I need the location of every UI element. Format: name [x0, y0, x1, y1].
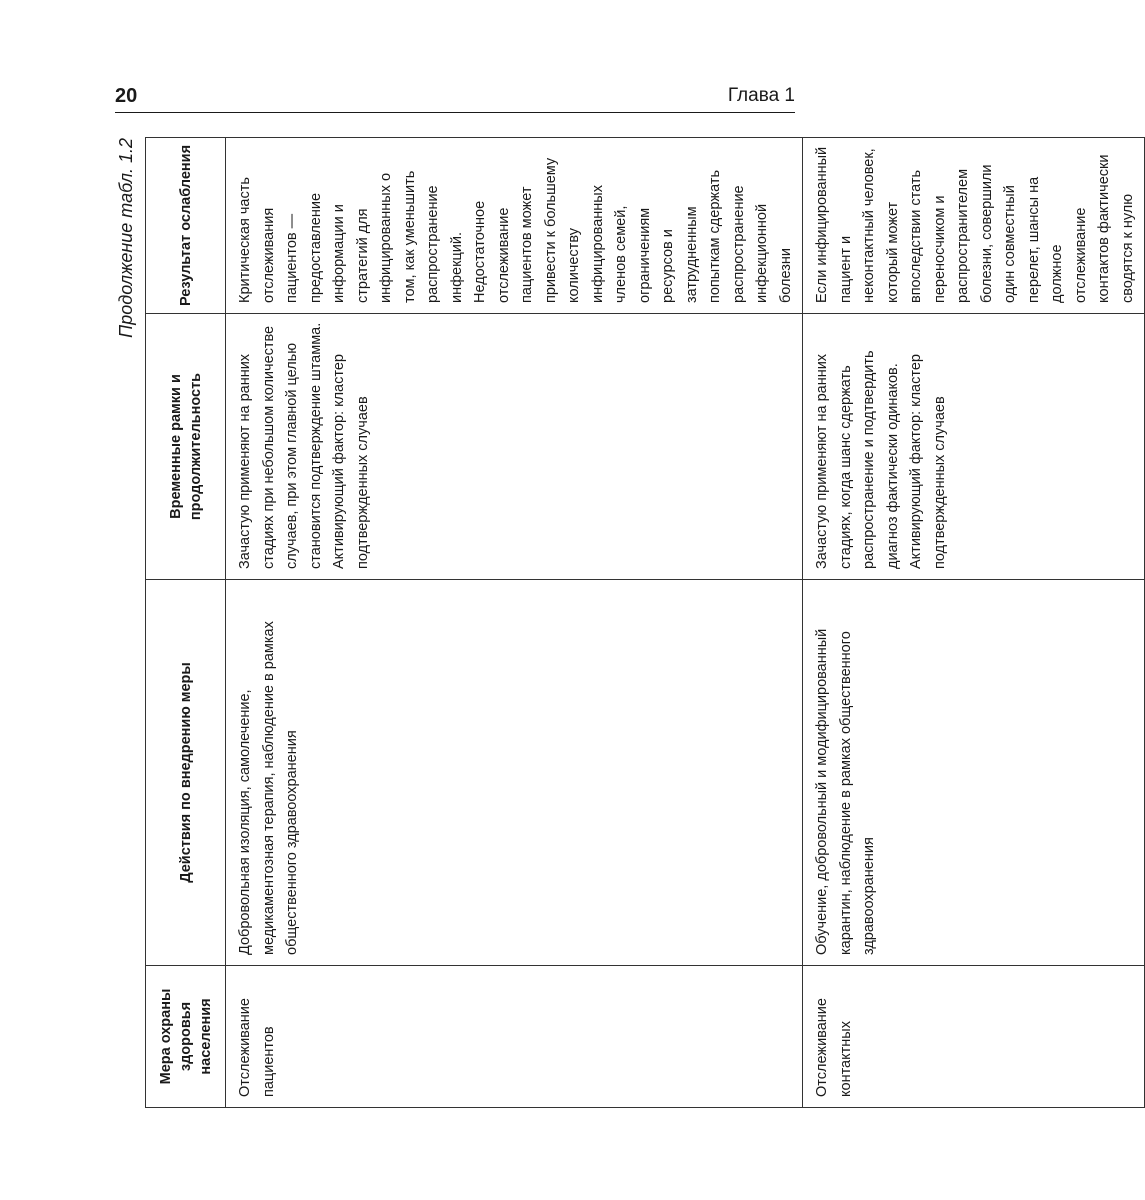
cell-actions: Добровольная изоляция, самолечение, медикаментозная терапия, наблюдение в рамках общественного здравоохранения	[226, 580, 803, 966]
table-caption-text: Продолжение табл. 1.2	[116, 138, 136, 338]
header-result: Результат ослабления	[146, 138, 226, 314]
cell-measure: Отслеживание пациентов	[226, 966, 803, 1108]
table-row	[226, 138, 803, 1108]
header-timeframe: Временные рамки и продолжительность	[146, 314, 226, 580]
rotated-table-container	[145, 138, 1136, 1108]
header-measure: Мера охраны здоровья населения	[146, 966, 226, 1108]
header-actions: Действия по внедрению меры	[146, 580, 226, 966]
cell-measure: Отслеживание контактных	[803, 966, 1145, 1108]
cell-result: Если инфицированный пациент и неконтактный человек, который может впоследствии стать переносчиком и распространителем болезни, совершили один совместный перелет, шансы на должное отслеживание контактов фактически сводятся к нулю	[803, 138, 1145, 314]
chapter-label: Глава 1	[727, 85, 795, 106]
cell-timeframe: Зачастую применяют на ранних стадиях при небольшом количестве случаев, при этом главной целью становится подтверждение штамма. Активирующий фактор: кластер подтвержденных случаев	[226, 314, 803, 580]
cell-result: Критическая часть отслеживания пациентов — предоставление информации и стратегий для инфицированных о том, как уменьшить распространение инфекций. Недостаточное отслеживание пациентов может привести к большему количеству инфицированных членов семей, ограничениям ресурсов и затрудненным попыткам сдержать распространение инфекционной болезни	[226, 138, 803, 314]
rotated-table	[145, 138, 1136, 1108]
table-row	[803, 138, 1145, 1108]
table-header-row	[146, 138, 226, 1108]
cell-timeframe: Зачастую применяют на ранних стадиях, когда шанс сдержать распространение и подтвердить диагноз фактически одинаков. Активирующий фактор: кластер подтвержденных случаев	[803, 314, 1145, 580]
measures-table	[145, 137, 1145, 1108]
header-rule	[115, 112, 795, 113]
cell-actions: Обучение, добровольный и модифицированный карантин, наблюдение в рамках общественного здравоохранения	[803, 580, 1145, 966]
page-number: 20	[115, 85, 138, 107]
table-caption	[114, 138, 138, 338]
